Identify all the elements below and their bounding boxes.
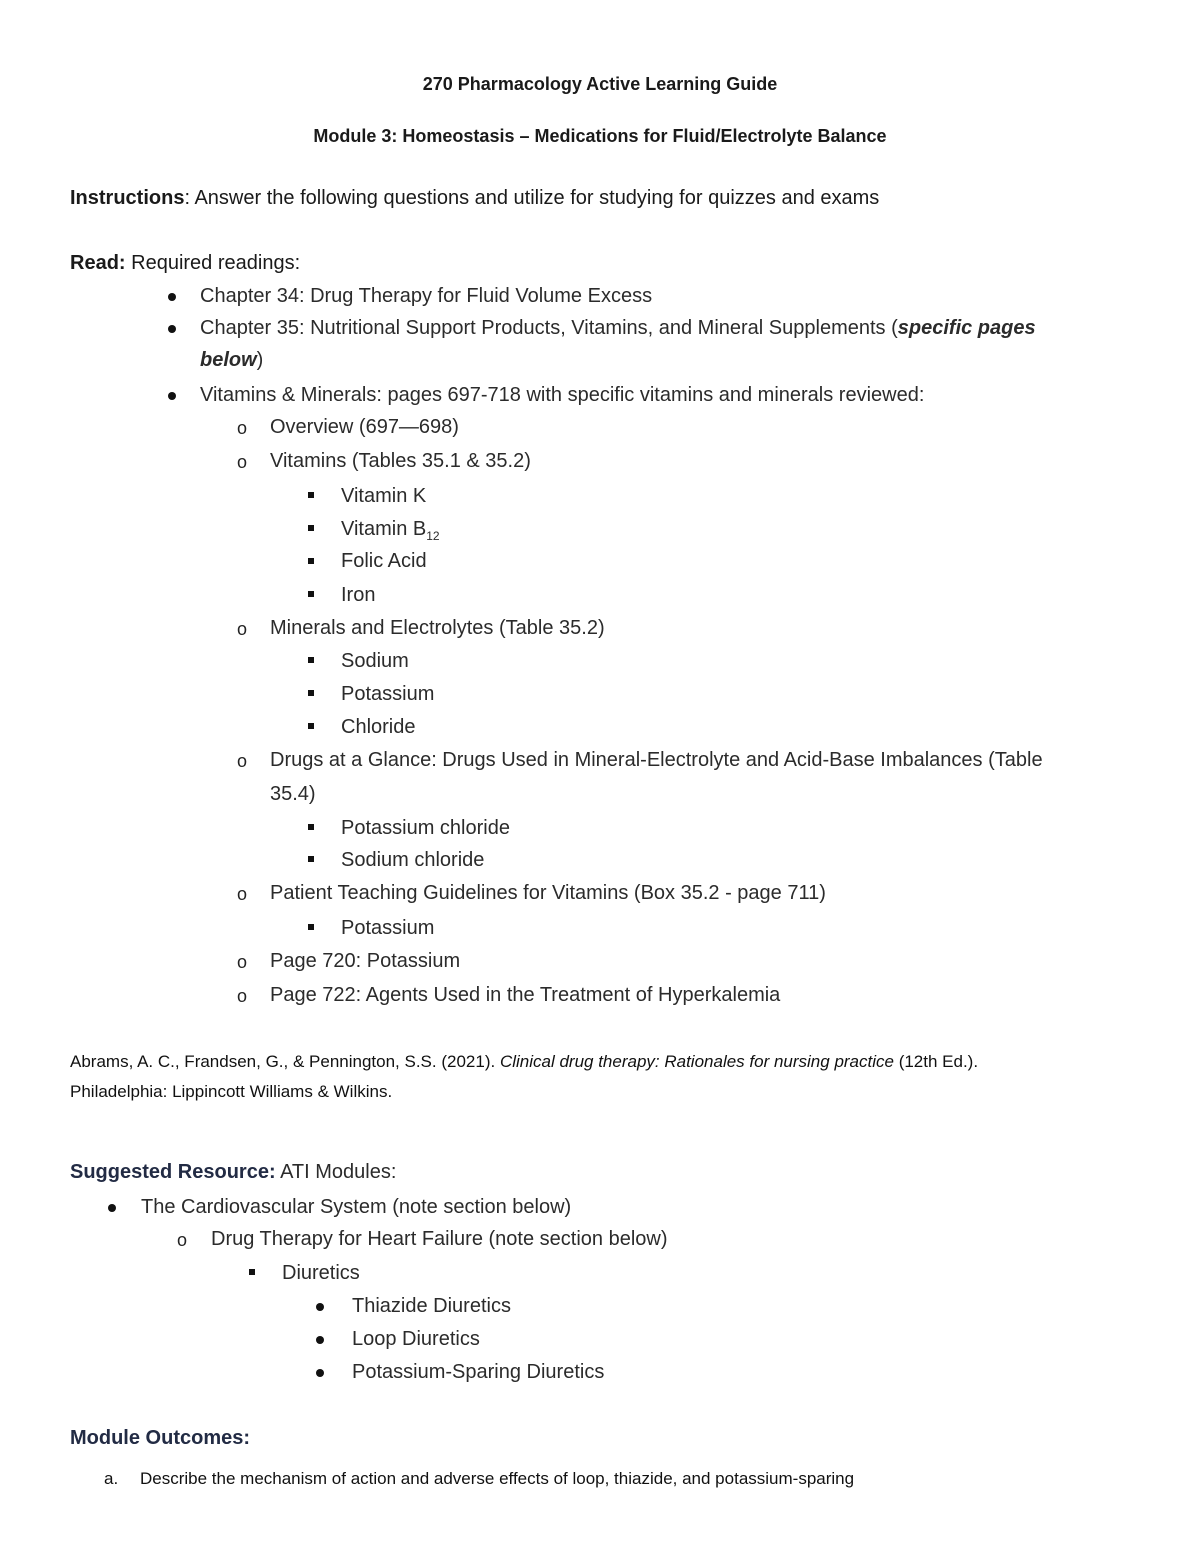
- list-item-page722: Page 722: Agents Used in the Treatment of Hyperkalemia: [270, 984, 781, 1006]
- vitb-text: Vitamin B: [341, 518, 427, 540]
- bullet-icon: [168, 325, 176, 333]
- list-item-ch35-cont: [200, 349, 263, 372]
- bullet-icon: [168, 392, 176, 400]
- list-item-ch35: [200, 317, 1036, 340]
- instructions-line: [70, 187, 879, 210]
- bullet-icon: [108, 1204, 116, 1212]
- circle-bullet-icon: o: [237, 418, 248, 438]
- square-bullet-icon: [308, 856, 314, 862]
- reference-title: Clinical drug therapy: Rationales for nursing practice: [499, 1052, 894, 1071]
- circle-bullet-icon: o: [237, 986, 248, 1006]
- suggested-text: ATI Modules:: [275, 1161, 397, 1183]
- reference-edition: (12th Ed.).: [893, 1052, 979, 1071]
- reference-authors: Abrams, A. C., Frandsen, G., & Pennington, S.S. (2021).: [70, 1052, 500, 1071]
- list-item-sodium: Sodium: [341, 650, 409, 672]
- list-item-vitk: Vitamin K: [341, 485, 427, 507]
- instructions-label: Instructions: [70, 187, 185, 209]
- list-item-cardio: The Cardiovascular System (note section below): [141, 1196, 572, 1218]
- read-line: [70, 252, 300, 275]
- circle-bullet-icon: o: [237, 452, 248, 472]
- list-item-vitamins: Vitamins (Tables 35.1 & 35.2): [270, 450, 531, 472]
- list-item-page720: Page 720: Potassium: [270, 950, 461, 972]
- bullet-icon: [168, 293, 176, 301]
- list-item-diuretics: Diuretics: [282, 1262, 360, 1284]
- list-item-overview: Overview (697—698): [270, 416, 459, 438]
- list-item-heart-failure: Drug Therapy for Heart Failure (note section below): [211, 1228, 668, 1250]
- list-item-minerals: Minerals and Electrolytes (Table 35.2): [270, 617, 605, 639]
- square-bullet-icon: [308, 492, 314, 498]
- list-item-drugs-at-glance: Drugs at a Glance: Drugs Used in Mineral-Electrolyte and Acid-Base Imbalances (Table: [270, 749, 1043, 771]
- square-bullet-icon: [308, 657, 314, 663]
- square-bullet-icon: [308, 690, 314, 696]
- ch35-close: ): [256, 349, 264, 371]
- square-bullet-icon: [308, 924, 314, 930]
- square-bullet-icon: [308, 824, 314, 830]
- square-bullet-icon: [308, 591, 314, 597]
- read-text: Required readings:: [125, 252, 301, 274]
- square-bullet-icon: [249, 1269, 255, 1275]
- circle-bullet-icon: o: [237, 884, 248, 904]
- list-item-loop: Loop Diuretics: [352, 1328, 480, 1350]
- outcome-a-text: Describe the mechanism of action and adverse effects of loop, thiazide, and potassium-sparing: [140, 1469, 855, 1488]
- list-item-chloride: Chloride: [341, 716, 416, 738]
- list-item-ch34: Chapter 34: Drug Therapy for Fluid Volume Excess: [200, 285, 653, 307]
- list-item-drugs-at-glance-cont: 35.4): [270, 783, 316, 805]
- circle-bullet-icon: o: [237, 952, 248, 972]
- bullet-icon: [316, 1303, 324, 1311]
- list-item-patient-teaching: Patient Teaching Guidelines for Vitamins (Box 35.2 - page 711): [270, 882, 826, 904]
- bullet-icon: [316, 1336, 324, 1344]
- outcome-a: [104, 1469, 854, 1489]
- list-item-thiazide: Thiazide Diuretics: [352, 1295, 511, 1317]
- circle-bullet-icon: o: [237, 751, 248, 771]
- list-item-ptg-potassium: Potassium: [341, 917, 435, 939]
- vitb-subscript: 12: [426, 529, 440, 543]
- square-bullet-icon: [308, 525, 314, 531]
- list-item-k-sparing: Potassium-Sparing Diuretics: [352, 1361, 605, 1383]
- circle-bullet-icon: o: [237, 619, 248, 639]
- list-item-folic: Folic Acid: [341, 550, 427, 572]
- module-title: Module 3: Homeostasis – Medications for Fluid/Electrolyte Balance: [313, 126, 887, 146]
- list-item-kcl: Potassium chloride: [341, 817, 510, 839]
- ch35-emphasis: specific pages: [897, 317, 1036, 339]
- reference-line-1: [70, 1052, 978, 1072]
- outcomes-heading: Module Outcomes:: [70, 1427, 251, 1449]
- list-item-nacl: Sodium chloride: [341, 849, 485, 871]
- list-item-vitmin: Vitamins & Minerals: pages 697-718 with specific vitamins and minerals reviewed:: [200, 384, 925, 406]
- ch35-emphasis-cont: below: [200, 349, 257, 371]
- instructions-text: : Answer the following questions and utilize for studying for quizzes and exams: [184, 187, 880, 209]
- reference-line-2: Philadelphia: Lippincott Williams & Wilkins.: [70, 1082, 393, 1101]
- suggested-line: [70, 1161, 396, 1184]
- outcome-a-letter: a.: [104, 1469, 119, 1488]
- square-bullet-icon: [308, 723, 314, 729]
- list-item-iron: Iron: [341, 584, 376, 606]
- ch35-text: Chapter 35: Nutritional Support Products, Vitamins, and Mineral Supplements (: [200, 317, 898, 339]
- square-bullet-icon: [308, 558, 314, 564]
- list-item-potassium: Potassium: [341, 683, 435, 705]
- document-title: 270 Pharmacology Active Learning Guide: [422, 74, 778, 94]
- read-label: Read:: [70, 252, 126, 274]
- suggested-label: Suggested Resource:: [70, 1161, 276, 1183]
- circle-bullet-icon: o: [177, 1230, 188, 1250]
- bullet-icon: [316, 1369, 324, 1377]
- list-item-vitb12: [341, 518, 440, 543]
